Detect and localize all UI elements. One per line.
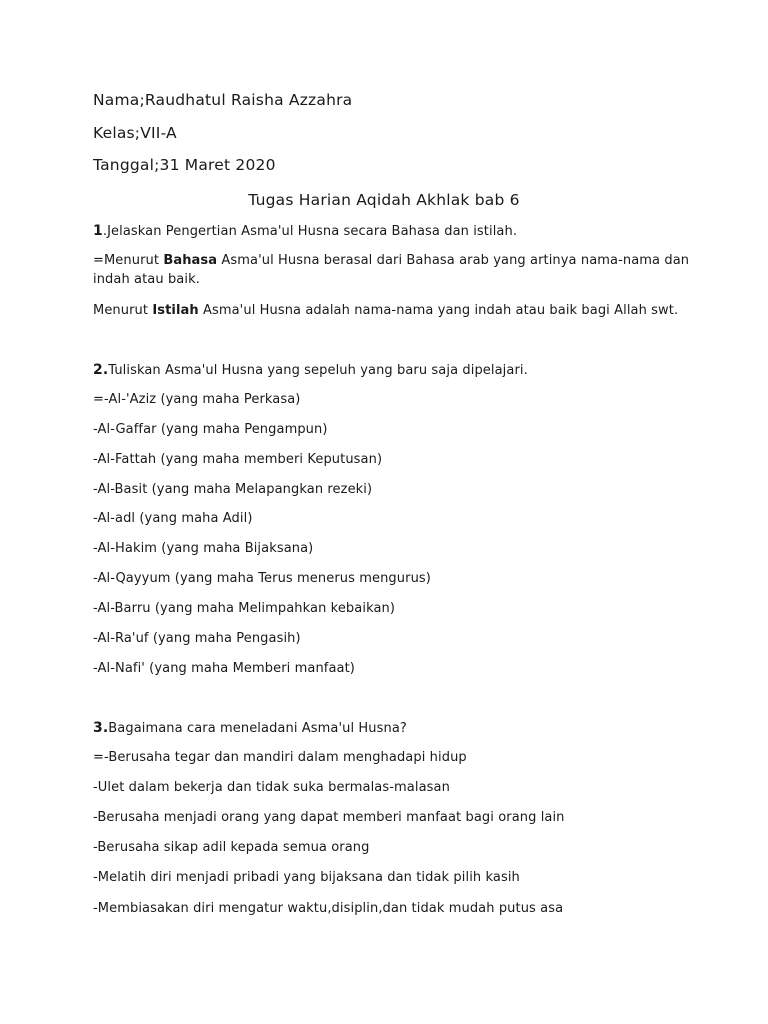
date-line: Tanggal;31 Maret 2020: [93, 156, 276, 174]
answer-1-bahasa: [93, 252, 689, 270]
answer-prefix: =Menurut: [93, 253, 164, 268]
student-name-line: Nama;Raudhatul Raisha Azzahra: [93, 91, 353, 109]
document-title: Tugas Harian Aqidah Akhlak bab 6: [248, 191, 520, 209]
question-1: [93, 222, 517, 241]
list-item: =-Al-'Aziz (yang maha Perkasa): [93, 392, 301, 407]
list-item: -Al-Fattah (yang maha memberi Keputusan): [93, 452, 383, 467]
answer-text: Asma'ul Husna adalah nama-nama yang indah atau baik bagi Allah swt.: [198, 303, 679, 318]
list-item: -Al-Basit (yang maha Melapangkan rezeki): [93, 482, 373, 497]
question-text: .Jelaskan Pengertian Asma'ul Husna secara Bahasa dan istilah.: [102, 224, 518, 239]
question-text: Tuliskan Asma'ul Husna yang sepeluh yang baru saja dipelajari.: [108, 363, 528, 378]
question-text: Bagaimana cara meneladani Asma'ul Husna?: [108, 721, 407, 736]
answer-prefix: Menurut: [93, 303, 153, 318]
list-item: -Membiasakan diri mengatur waktu,disiplin,dan tidak mudah putus asa: [93, 901, 564, 916]
list-item: -Berusaha sikap adil kepada semua orang: [93, 840, 370, 855]
student-class-line: Kelas;VII-A: [93, 124, 177, 142]
question-number: 1: [93, 223, 103, 239]
list-item: -Al-adl (yang maha Adil): [93, 511, 253, 526]
list-item: -Al-Hakim (yang maha Bijaksana): [93, 541, 314, 556]
question-number: 3.: [93, 720, 109, 736]
list-item: -Berusaha menjadi orang yang dapat memberi manfaat bagi orang lain: [93, 810, 565, 825]
list-item: -Melatih diri menjadi pribadi yang bijaksana dan tidak pilih kasih: [93, 870, 520, 885]
keyword-bahasa: Bahasa: [163, 253, 218, 268]
answer-1-istilah: [93, 302, 678, 320]
keyword-istilah: Istilah: [152, 303, 199, 318]
list-item: -Ulet dalam bekerja dan tidak suka bermalas-malasan: [93, 780, 450, 795]
question-3: [93, 719, 407, 738]
list-item: -Al-Ra'uf (yang maha Pengasih): [93, 631, 301, 646]
question-number: 2.: [93, 362, 109, 378]
list-item: =-Berusaha tegar dan mandiri dalam menghadapi hidup: [93, 750, 467, 765]
list-item: -Al-Barru (yang maha Melimpahkan kebaikan): [93, 601, 396, 616]
answer-1-bahasa-continued: indah atau baik.: [93, 272, 200, 287]
list-item: -Al-Qayyum (yang maha Terus menerus mengurus): [93, 571, 431, 586]
list-item: -Al-Nafi' (yang maha Memberi manfaat): [93, 661, 355, 676]
list-item: -Al-Gaffar (yang maha Pengampun): [93, 422, 328, 437]
answer-text: Asma'ul Husna berasal dari Bahasa arab yang artinya nama-nama dan: [217, 253, 690, 268]
question-2: [93, 361, 528, 380]
